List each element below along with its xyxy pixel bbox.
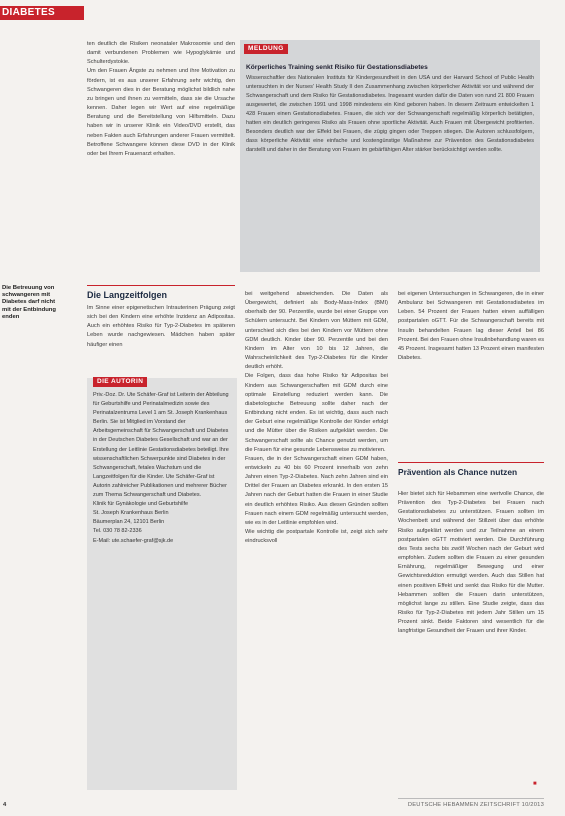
column-1-langzeitfolgen: Im Sinne einer epigenetischen Intrauterinen Prägung zeigt sich bei den Kindern eine erhöhte Inzidenz an Adipositas. Auch ein erhöhtes Risiko für Typ-2-Diabetes im späteren Leben wurde nachgewiesen. Mädchen haben später häufiger einen xyxy=(87,305,235,348)
footer-journal: DEUTSCHE HEBAMMEN ZEITSCHRIFT 10/2013 xyxy=(407,802,544,808)
meldung-title: Körperliches Training senkt Risiko für Gestationsdiabetes xyxy=(246,64,428,71)
page-number: 4 xyxy=(3,802,7,808)
heading-langzeitfolgen: Die Langzeitfolgen xyxy=(87,290,168,300)
footer-rule xyxy=(398,798,544,799)
autorin-label: DIE AUTORIN xyxy=(93,377,147,387)
heading-rule xyxy=(87,285,235,286)
heading-praevention: Prävention als Chance nutzen xyxy=(398,467,518,477)
column-3-praevention: Hier bietet sich für Hebammen eine wertvolle Chance, die Prävention des Typ-2-Diabetes bei Frauen nach Gestationsdiabetes zu unterstützen. Frauen sollten im Wochenbett und während der Stillzeit über das erhöhte Risiko aufgeklärt werden und zur Teilnahme an einem postpartalen oGTT motiviert werden. Die Durchführung des Tests sechs bis zwölf Wochen nach der Geburt wird empfohlen. Zudem sollten die Frauen zu einer gesunden Ernährung, regelmäßiger Bewegung und einer Gewichtsreduktion ermutigt werden. Auch das Stillen hat einen positiven Effekt und senkt das Risiko für die Mutter. Hebammen sollten die Frauen darin unterstützen, möglichst lange zu stillen. Eine Studie zeigte, dass das Risiko für Typ-2-Diabetes mit jedem Jahr Stillen um 15 Prozent sinkt. Beide Faktoren sind wesentlich für die langfristige Gesundheit der Frauen und ihrer Kinder. xyxy=(398,491,544,635)
column-1-top: ten deutlich die Risiken neonataler Makrosomie und den damit verbundenen Problemen wie Hypoglykämie und Schulterdystokie. Um den Frauen Ängste zu nehmen und ihre Motivation zu fördern, ist es aus unserer Erfahrung sehr wichtig, den Schwangeren dies in der Beratung möglichst bildlich nahe zu bringen und ihnen zu vermitteln, dass sie die Ursache kennen. Daher legen wir Wert auf eine regelmäßige Beratung und die Bereitstellung von Hilfsmitteln. Dazu haben wir in unserer Klinik ein Video/DVD erstellt, das neben Fakten auch Erfahrungen anderer Frauen vermittelt. Betroffene Schwangere können diese DVD in der Klinik oder bei Ihrem Frauenarzt erhalten. xyxy=(87,41,235,157)
meldung-text: Wissenschaftler des Nationalen Instituts für Kindergesundheit in den USA und der Harvard School of Public Health untersuchten in der Nurses' Health Study II den Zusammenhang zwischen körperlicher Aktivität vor und während der Schwangerschaft und dem Risiko für Gestationsdiabetes. Insgesamt wurden dafür die Daten von rund 21 800 Frauen ausgewertet, die zwischen 1991 und 1998 mindestens ein Kind geboren haben. In diesem Zeitraum entwickelten 1 428 Frauen einen Gestationsdiabetes. Frauen, die sich vor der Schwangerschaft regelmäßig körperlich betätigten, hatten ein deutlich geringeres Risiko als Frauen ohne sportliche Aktivität. Auch Frauen mit Übergewicht profitierten. Besonders deutlich war der Effekt bei Frauen, die zügig gingen oder Treppen stiegen. Die Autoren schlussfolgern, dass körperliche Aktivität eine einfache und kostengünstige Maßnahme zur Prävention des Gestationsdiabetes darstellt und daher in der Beratung von Frauen im gebärfähigen Alter stärker berücksichtigt werden sollte. xyxy=(246,75,534,154)
sidebar-quote: Die Betreuung von schwangeren mit Diabetes darf nicht mit der Entbindung enden xyxy=(2,285,56,320)
meldung-label: MELDUNG xyxy=(244,44,288,54)
column-2: bei weitgehend abweichenden. Die Daten als Übergewicht, definiert als Body-Mass-Index (BMI) oberhalb der 90. Perzentile, wurde bei einer Gruppe von Schülern untersucht. Bei Kindern von Müttern mit GDM, unterschied sich dies bei den Kindern vor Müttern ohne GDM deutlich. Kinder über 90. Perzentile und bei den Kindern im Alter von 10 bis 12 Jahren, die Wahrscheinlichkeit des Typ-2-Diabetes für die Kinder deutlich erhöht. Die Folgen, dass das hohe Risiko für Adipositas bei Kindern aus Schwangerschaften mit GDM durch eine optimale Einstellung reduziert werden kann. Die diabetologische Betreuung sollte daher nach der Entbindung nicht enden. Es ist wichtig, dass auch nach der Geburt eine regelmäßige Kontrolle der Kinder erfolgt und die Mütter über die Risiken aufgeklärt werden. Die Schwangerschaft sollte als Chance genutzt werden, um die Frauen für eine gesunde Lebensweise zu motivieren. Frauen, die in der Schwangerschaft einen GDM haben, entwickeln zu 40 bis 60 Prozent innerhalb von zehn Jahren einen Typ-2-Diabetes. Nach zehn Jahren sind ein Drittel der Frauen an Diabetes erkrankt. In den ersten 15 Jahren nach der Geburt hatten die Frauen in einer Studie ein deutlich erhöhtes Risiko. Aus diesen Gründen sollten Frauen nach einem GDM regelmäßig untersucht werden, wie es in der Leitlinie empfohlen wird. Wie wichtig die postpartale Kontrolle ist, zeigt sich sehr eindrucksvoll xyxy=(245,291,388,545)
heading-rule-2 xyxy=(398,462,544,463)
section-label: DIABETES xyxy=(0,6,84,20)
meldung-box xyxy=(240,40,540,272)
autorin-box xyxy=(87,378,237,790)
autorin-text: Priv.-Doz. Dr. Ute Schäfer-Graf ist Leiterin der Abteilung für Geburtshilfe und Perinatalmedizin sowie des Perinatalzentrums Level 1 am St. Joseph Krankenhaus Berlin. Sie ist Mitglied im Vorstand der Arbeitsgemeinschaft für Schwangerschaft und Diabetes in der Deutschen Diabetes Gesellschaft und war an der Erstellung der Leitlinie Gestationsdiabetes beteiligt. Ihre wissenschaftlichen Schwerpunkte sind Diabetes in der Schwangerschaft, fetales Wachstum und die Langzeitfolgen für die Kinder. Ute Schäfer-Graf ist Autorin zahlreicher Publikationen und mehrerer Bücher zum Thema Schwangerschaft und Diabetes. Klinik für Gynäkologie und Geburtshilfe St. Joseph Krankenhaus Berlin Bäumerplan 24, 12101 Berlin Tel. 030 78 82-2336 E-Mail: ute.schaefer-graf@sjk.de xyxy=(93,392,229,544)
column-3-top: bei eigenen Untersuchungen in Schwangeren, die in einer Ambulanz bei Schwangeren mit Gestationsdiabetes im Leben. 54 Prozent der Frauen hatten einen auffälligen postpartalen oGTT. Für die Schwangerschaft bereits mit Insulin behandelten Frauen lag dieser Anteil bei 86 Prozent. Bei den Frauen ohne Insulinbehandlung waren es 45 Prozent. Insgesamt hatten 13 Prozent einen manifesten Diabetes. xyxy=(398,291,544,362)
end-marker: ■ xyxy=(533,781,537,787)
